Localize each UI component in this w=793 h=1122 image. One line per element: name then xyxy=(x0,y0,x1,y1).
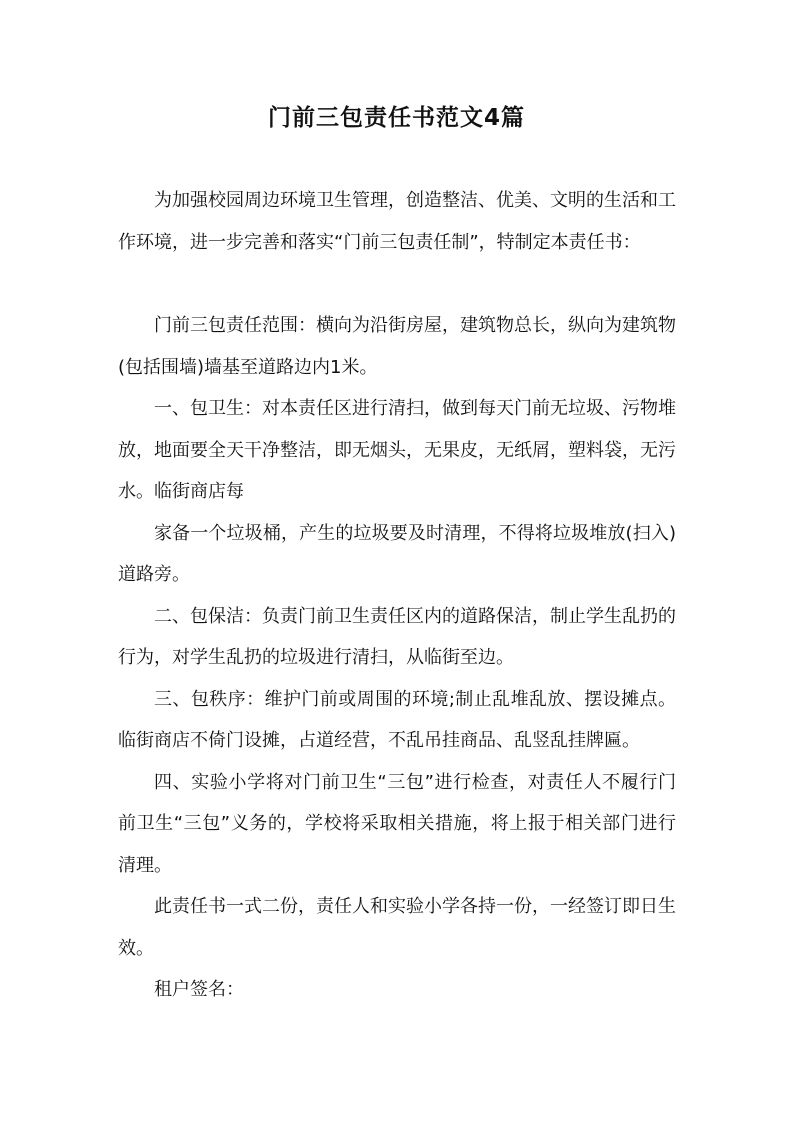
tenant-signature-line: 租户签名： xyxy=(154,979,244,1000)
cleaning-paragraph: 二、包保洁：负责门前卫生责任区内的道路保洁，制止学生乱扔的行为，对学生乱扔的垃圾进行清扫，从临街至边。 xyxy=(118,605,676,668)
trash-bin-paragraph: 家备一个垃圾桶，产生的垃圾要及时清理，不得将垃圾堆放(扫入)道路旁。 xyxy=(118,522,676,585)
inspection-paragraph: 四、实验小学将对门前卫生“三包”进行检查，对责任人不履行门前卫生“三包”义务的，学校将采取相关措施，将上报于相关部门进行清理。 xyxy=(118,771,676,876)
copies-paragraph: 此责任书一式二份，责任人和实验小学各持一份，一经签订即日生效。 xyxy=(118,896,676,959)
order-paragraph: 三、包秩序：维护门前或周围的环境;制止乱堆乱放、摆设摊点。临街商店不倚门设摊，占道经营，不乱吊挂商品、乱竖乱挂牌匾。 xyxy=(118,688,676,751)
hygiene-paragraph: 一、包卫生：对本责任区进行清扫，做到每天门前无垃圾、污物堆放，地面要全天干净整洁，即无烟头，无果皮，无纸屑，塑料袋，无污水。临街商店每 xyxy=(118,398,676,502)
document-body xyxy=(118,180,676,1011)
document-title: 门前三包责任书范文4篇 xyxy=(267,105,525,131)
scope-paragraph: 门前三包责任范围：横向为沿街房屋，建筑物总长，纵向为建筑物(包括围墙)墙基至道路边内1米。 xyxy=(118,315,676,378)
intro-paragraph: 为加强校园周边环境卫生管理，创造整洁、优美、文明的生活和工作环境，进一步完善和落实“门前三包责任制”，特制定本责任书： xyxy=(118,190,676,253)
